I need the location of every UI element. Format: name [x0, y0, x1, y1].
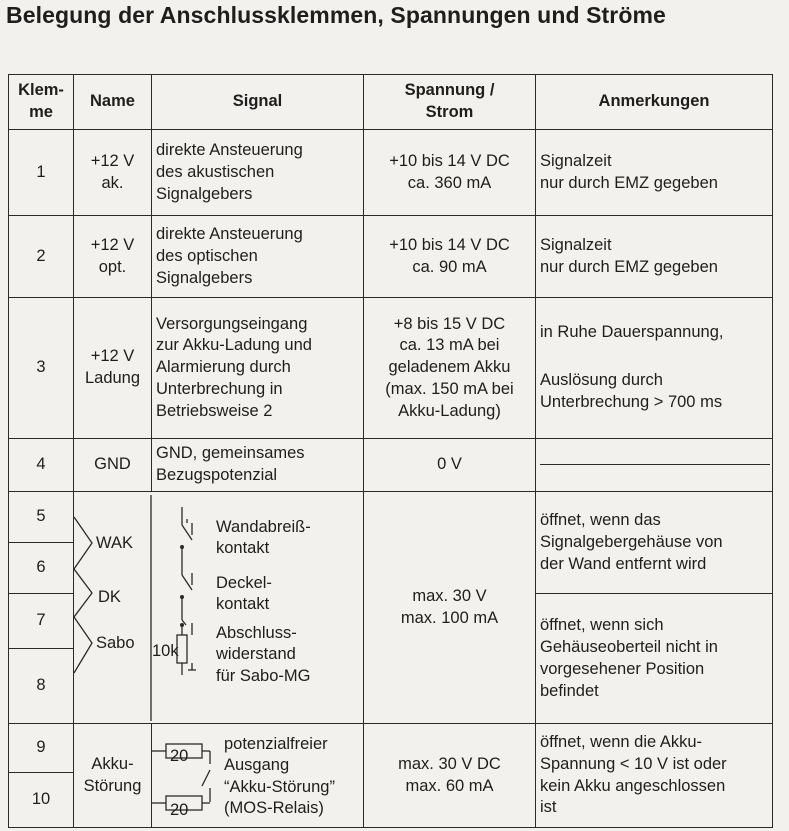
header-row [9, 75, 773, 130]
page-title: Belegung der Anschlussklemmen, Spannungen und Ströme [6, 2, 666, 28]
relay-diagram [152, 726, 363, 826]
header-name: Name [74, 75, 152, 130]
table-row [9, 298, 773, 438]
anmerkung-ruhe: in Ruhe Dauerspannung, [540, 323, 724, 342]
klemme-cell: 3 [9, 298, 74, 438]
klemme-cell: 2 [9, 216, 74, 298]
dash-line [540, 464, 770, 465]
anmerkung-cell: Signalzeit nur durch EMZ gegeben [536, 130, 773, 216]
name-cell: GND [74, 438, 152, 491]
sabo-label: Sabo [96, 633, 135, 652]
header-signal: Signal [152, 75, 364, 130]
klemme-cell: 5 [9, 491, 74, 542]
anmerkung-cell: öffnet, wenn das Signalgebergehäuse von der Wand entfernt wird [536, 491, 773, 593]
name-cell: +12 V ak. [74, 130, 152, 216]
klemme-cell: 10 [9, 773, 74, 828]
klemme-cell: 1 [9, 130, 74, 216]
table-row [9, 491, 773, 542]
name-cell: +12 V opt. [74, 216, 152, 298]
signal-cell: direkte Ansteuerung des akustischen Signalgebers [152, 130, 364, 216]
klemme-cell: 6 [9, 543, 74, 594]
header-klemme: Klem- me [9, 75, 74, 130]
header-spannung: Spannung / Strom [364, 75, 536, 130]
wak-description: Wandabreiß- kontakt [216, 517, 311, 558]
signal-cell: direkte Ansteuerung des optischen Signalgebers [152, 216, 364, 298]
spannung-cell: +10 bis 14 V DC ca. 360 mA [364, 130, 536, 216]
anmerkung-cell: öffnet, wenn sich Gehäuseoberteil nicht in vorgesehener Position befindet [536, 594, 773, 724]
spannung-cell: max. 30 V max. 100 mA [364, 491, 536, 724]
name-cell: +12 V Ladung [74, 298, 152, 438]
sabo-description: Abschluss- widerstand für Sabo-MG [216, 623, 311, 685]
terminal-table [8, 74, 773, 828]
contact-diagram-cell [74, 491, 364, 724]
klemme-cell: 4 [9, 438, 74, 491]
signal-cell: Versorgungseingang zur Akku-Ladung und Alarmierung durch Unterbrechung in Betriebsweise 2 [152, 298, 364, 438]
table-row [9, 438, 773, 491]
contact-diagram [74, 495, 363, 721]
anmerkung-cell: Signalzeit nur durch EMZ gegeben [536, 216, 773, 298]
name-cell: Akku- Störung [74, 724, 152, 828]
spannung-cell: max. 30 V DC max. 60 mA [364, 724, 536, 828]
anmerkung-cell [536, 298, 773, 438]
spannung-cell: +8 bis 15 V DC ca. 13 mA bei geladenem Akku (max. 150 mA bei Akku-Ladung) [364, 298, 536, 438]
table-row [9, 216, 773, 298]
dk-description: Deckel- kontakt [216, 573, 272, 614]
table-row [9, 130, 773, 216]
resistor-2-label: 20 [170, 800, 189, 819]
resistor-1-label: 20 [170, 746, 189, 765]
table-row [9, 724, 773, 773]
klemme-cell: 9 [9, 724, 74, 773]
spannung-cell: +10 bis 14 V DC ca. 90 mA [364, 216, 536, 298]
anmerkung-cell [536, 438, 773, 491]
anmerkung-cell: öffnet, wenn die Akku- Spannung < 10 V ist oder kein Akku angeschlossen ist [536, 724, 773, 828]
spannung-cell: 0 V [364, 438, 536, 491]
signal-cell: GND, gemeinsames Bezugspotenzial [152, 438, 364, 491]
relay-diagram-cell [152, 724, 364, 828]
klemme-cell: 8 [9, 648, 74, 724]
relay-description: potenzialfreier Ausgang “Akku-Störung” (MOS-Relais) [224, 734, 335, 818]
resistor-label: 10k [152, 641, 179, 660]
klemme-cell: 7 [9, 594, 74, 648]
anmerkung-ausloesung: Auslösung durch Unterbrechung > 700 ms [540, 371, 723, 411]
header-anmerkungen: Anmerkungen [536, 75, 773, 130]
dk-label: DK [98, 587, 121, 606]
wak-label: WAK [96, 533, 133, 552]
